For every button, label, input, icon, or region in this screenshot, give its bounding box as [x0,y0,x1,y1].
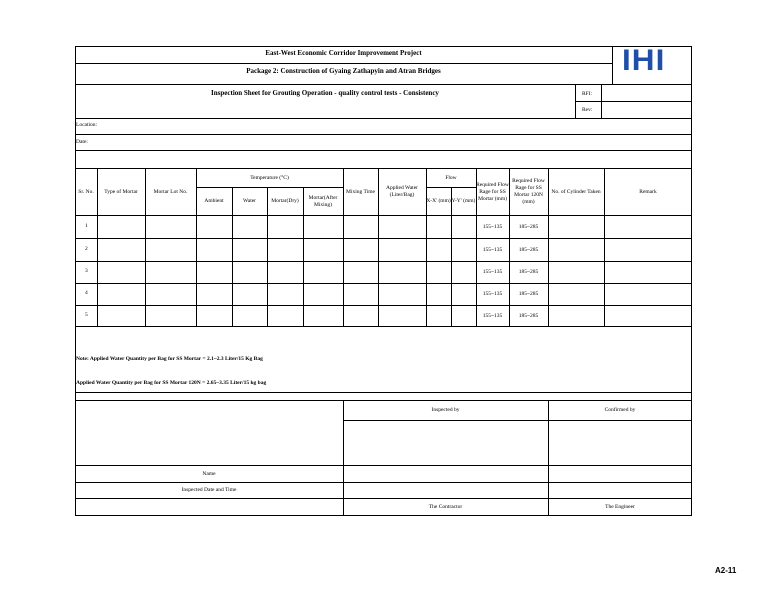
header-mortar-lot: Mortar Lot No. [153,188,188,195]
header-required-120n: Required Flow Rage for SS Mortar 120N (mm) [512,178,545,205]
col-line-req-ss [509,168,510,326]
header-flow-xx: X-X' (mm) [426,198,451,204]
col-line-type [145,168,146,326]
col-line-xx [451,187,452,326]
header-flow: Flow [445,174,457,181]
header-mortar-dry: Mortar(Dry) [271,198,299,204]
header-sr-no: Sr. No. [78,188,94,195]
col-line-lot [196,168,197,326]
page-number: A2-11 [715,566,737,575]
engineer-signature-field[interactable] [549,421,691,497]
col-line-mortar-dry [303,187,304,326]
header-cylinder: No. of Cylinder Taken [551,188,601,195]
date-field[interactable] [100,135,690,149]
contractor-label: The Contractor [428,503,463,510]
header-applied-water: Applied Water (Liter/Bag) [386,185,418,198]
row-4-sr: 4 [85,290,88,296]
header-required-ss: Required Flow Rage for SS Mortar (mm) [476,181,509,202]
col-line-cylinder [604,168,605,326]
col-line-ambient [232,187,233,326]
col-line-sr [97,168,98,326]
row-2-sr: 2 [85,246,88,252]
header-divider-1 [75,63,612,64]
contractor-signature-field[interactable] [344,421,547,497]
row-5-req-ss: 155~135 [482,312,503,319]
rfi-field[interactable] [602,85,691,100]
row-1-req-120n: 185~285 [518,223,539,230]
row-line-4 [75,305,692,306]
name-label: Name [202,470,216,477]
project-title: East-West Economic Corridor Improvement Project [265,49,422,57]
row-2-req-120n: 185~285 [518,246,539,253]
col-line-mixing [378,168,379,326]
sheet-title: Inspection Sheet for Grouting Operation - quality control tests - Consistency [211,89,439,97]
row-5-req-120n: 185~285 [518,312,539,319]
rfi-label: RFI: [582,91,593,97]
row-line-1 [75,238,692,239]
row-line-3 [75,283,692,284]
header-remark: Remark [639,188,657,195]
location-label: Location: [76,122,98,128]
row-3-req-ss: 155~135 [482,269,503,275]
row-4-req-ss: 155~135 [482,291,503,297]
rev-label: Rev: [582,107,593,113]
row-2-req-ss: 155~135 [482,246,503,253]
header-type-of-mortar: Type of Mortar [104,188,138,195]
date-label: Date: [76,139,88,145]
header-ambient: Ambient [204,198,224,204]
row-1-sr: 1 [85,223,88,229]
note-ss-mortar-120n: Applied Water Quantity per Bag for SS Mortar 120N = 2.65~3.35 Liter/15 kg bag [76,380,267,386]
row-5-sr: 5 [85,312,88,318]
row-line-5 [75,326,692,327]
rev-field[interactable] [602,102,691,117]
header-mortar-after: Mortar(After Mixing) [308,194,338,208]
header-temperature: Temperature (°C) [250,174,289,181]
company-logo: IHI [622,44,666,77]
confirmed-by-label: Confirmed by [604,406,636,413]
col-line-applied [426,168,427,326]
table-header-bottom [75,215,692,216]
row-1-req-ss: 155~135 [482,223,503,230]
col-line-flow [476,168,477,326]
note-ss-mortar: Note: Applied Water Quantity per Bag for SS Mortar = 2.1~2.3 Liter/15 Kg Bag [76,356,263,362]
header-divider-2 [75,84,692,85]
row-3-req-120n: 185~285 [518,269,539,275]
inspected-date-time-label: Inspected Date and Time [181,486,237,493]
row-4-req-120n: 185~285 [518,291,539,297]
package-title: Package 2: Construction of Gyaing Zathapyin and Atran Bridges [246,67,441,75]
header-water: Water [243,198,256,204]
location-field[interactable] [100,119,690,133]
row-line-2 [75,261,692,262]
spacer-divider-1 [75,150,692,151]
logo-divider [612,46,613,84]
header-flow-yy: Y-Y' (mm) [451,198,476,204]
header-mixing-time: Mixing Time [346,188,375,195]
col-line-water [267,187,268,326]
inspected-by-label: Inspected by [431,406,460,413]
col-line-req-120n [548,168,549,326]
signature-top-line-2 [75,400,692,401]
col-line-temp [343,168,344,326]
engineer-label: The Engineer [605,503,635,510]
signature-top-line-1 [75,392,692,393]
row-3-sr: 3 [85,268,88,274]
